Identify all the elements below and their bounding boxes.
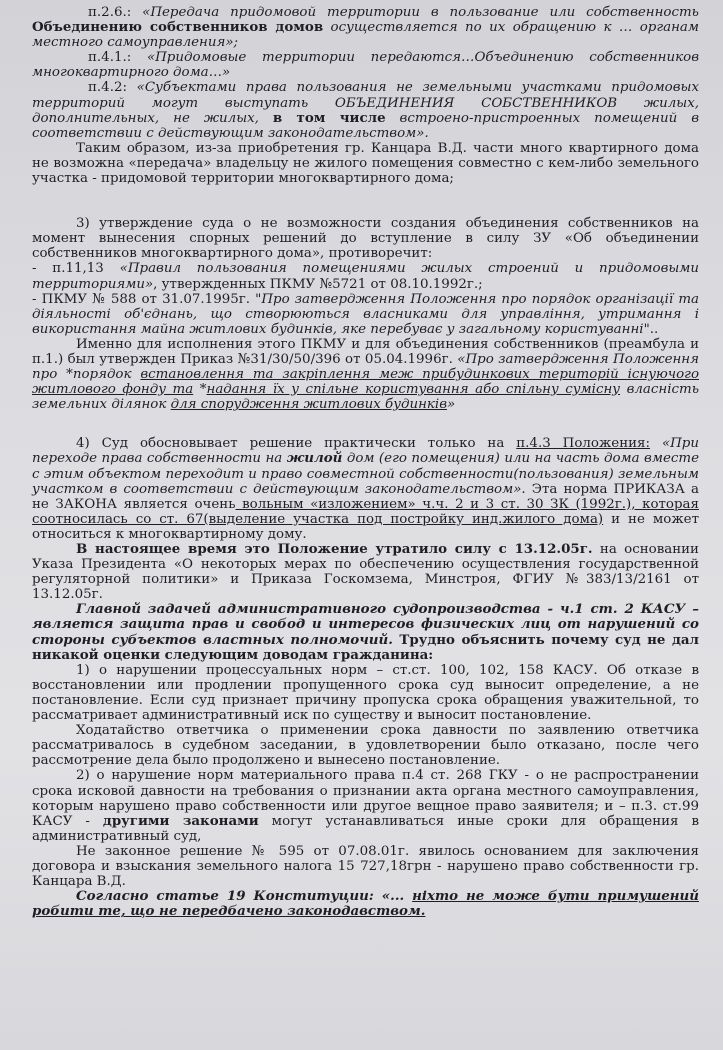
paragraph-2-6: п.2.6.: «Передача придомовой территории в пользование или собственность Объединению собственников домов осуществляется по их обращению к … органам местного самоуправления»; <box>32 5 699 51</box>
paragraph-procedural-norms: 1) о нарушении процессуальных норм – ст.ст. 100, 102, 158 КАСУ. Об отказе в восстановлении или продлении пропущенного срока суд выносит определение, а не постановление. Если суд признает причину пропуска срока обращения уважительной, то рассматривает административный иск по существу и выносит постановление. <box>32 662 699 724</box>
paragraph-petition: Ходатайство ответчика о применении срока давности по заявлению ответчика рассматривалось в судебном заседании, в удовлетворении было отказано, после чего рассмотрение дела было продолжено и вынесено постановление. <box>32 723 699 769</box>
paragraph-rules-11-13: - п.11,13 «Правил пользования помещениями жилых строений и придомовыми территориями», утвержденных ПКМУ №5721 от 08.10.1992г.; <box>32 261 699 292</box>
paragraph-illegal-decision: Не законное решение № 595 от 07.08.01г. явилось основанием для заключения договора и взыскания земельного налога 15 727,18грн - нарушено право собственности гр. Канцара В.Д. <box>32 843 699 890</box>
paragraph-4-1: п.4.1.: «Придомовые территории передаются…Объединению собственников многоквартирного дома…» <box>32 50 699 81</box>
paragraph-conclusion: Таким образом, из-за приобретения гр. Канцара В.Д. части много квартирного дома не возможна «передача» владельцу не жилого помещения совместно с кем-либо земельного участка - придомовой территории многоквартирного дома; <box>32 140 699 187</box>
paragraph-order-31-30: Именно для исполнения этого ПКМУ и для объединения собственников (преамбула и п.1.) был утвержден Приказ №31/30/50/396 от 05.04.1996г. «Про затвердження Положення про *порядок встановлення та закріплення меж прибудинкових територій існуючого житлового фонду та *надання їх у спільне користування або спільну сумісну власність земельних ділянок для спорудження житлових будинків» <box>32 336 700 413</box>
paragraph-pkmu-588: - ПКМУ № 588 от 31.07.1995г. "Про затвердження Положення про порядок організації та діяльності об'єднань, що створюються власниками для управління, утримання і використання майна житлових будинків, яке перебуває у загальному користуванні".. <box>32 291 699 337</box>
paragraph-lost-force: В настоящее время это Положение утратило силу с 13.12.05г. на основании Указа Президента «О некоторых мерах по обеспечению осуществления государственной регуляторной политики» и Приказа Госкомзема, Минстроя, ФГИУ №383/13/2161 от 13.12.05г. <box>32 541 699 603</box>
paragraph-point-3: 3) утверждение суда о не возможности создания объединения собственников на момент вынесения спорных решений до вступление в силу ЗУ «Об объединении собственников многоквартирного дома», противоречит: <box>32 216 699 262</box>
paragraph-constitution: Согласно статье 19 Конституции: «... ніхто не може бути примушений робити те, що не передбачено законодавством. <box>32 888 699 920</box>
paragraph-4-2: п.4.2: «Субъектами права пользования не земельными участками придомовых территорий могут выступать ОБЪЕДИНЕНИЯ СОБСТВЕННИКОВ жилых, дополнительных, не жилых, в том числе встроено-пристроенных помещений в соответствии с действующим законодательством». <box>32 80 699 141</box>
paragraph-main-task: Главной задачей административного судопроизводства - ч.1 ст. 2 КАСУ – является защита прав и свобод и интересов физических лиц от нарушений со стороны субъектов властных полномочий. Трудно объяснить почему суд не дал никакой оценки следующим доводам гражданина: <box>32 601 699 663</box>
paragraph-point-4: 4) Суд обосновывает решение практически только на п.4.3 Положения: «При переходе права собственности на жилой дом (его помещения) или на часть дома вместе с этим объектом переходит и право совместной собственности(пользования) земельным участком в соответствии с действующим законодательством». Эта норма ПРИКАЗА а не ЗАКОНА является очень вольным «изложением» ч.ч. 2 и 3 ст. 30 ЗК (1992г.), которая соотносилась со ст. 67(выделение участка под постройку инд.жилого дома) и не может относиться к многоквартирному дому. <box>32 436 700 542</box>
paragraph-material-law: 2) о нарушение норм материального права п.4 ст. 268 ГКУ - о не распространении срока исковой давности на требования о признании акта органа местного самоуправления, которым нарушено право собственности или другое вещное право заявителя; и – п.3. ст.99 КАСУ - другими законами могут устанавливаться иные сроки для обращения в административный суд, <box>32 768 700 844</box>
